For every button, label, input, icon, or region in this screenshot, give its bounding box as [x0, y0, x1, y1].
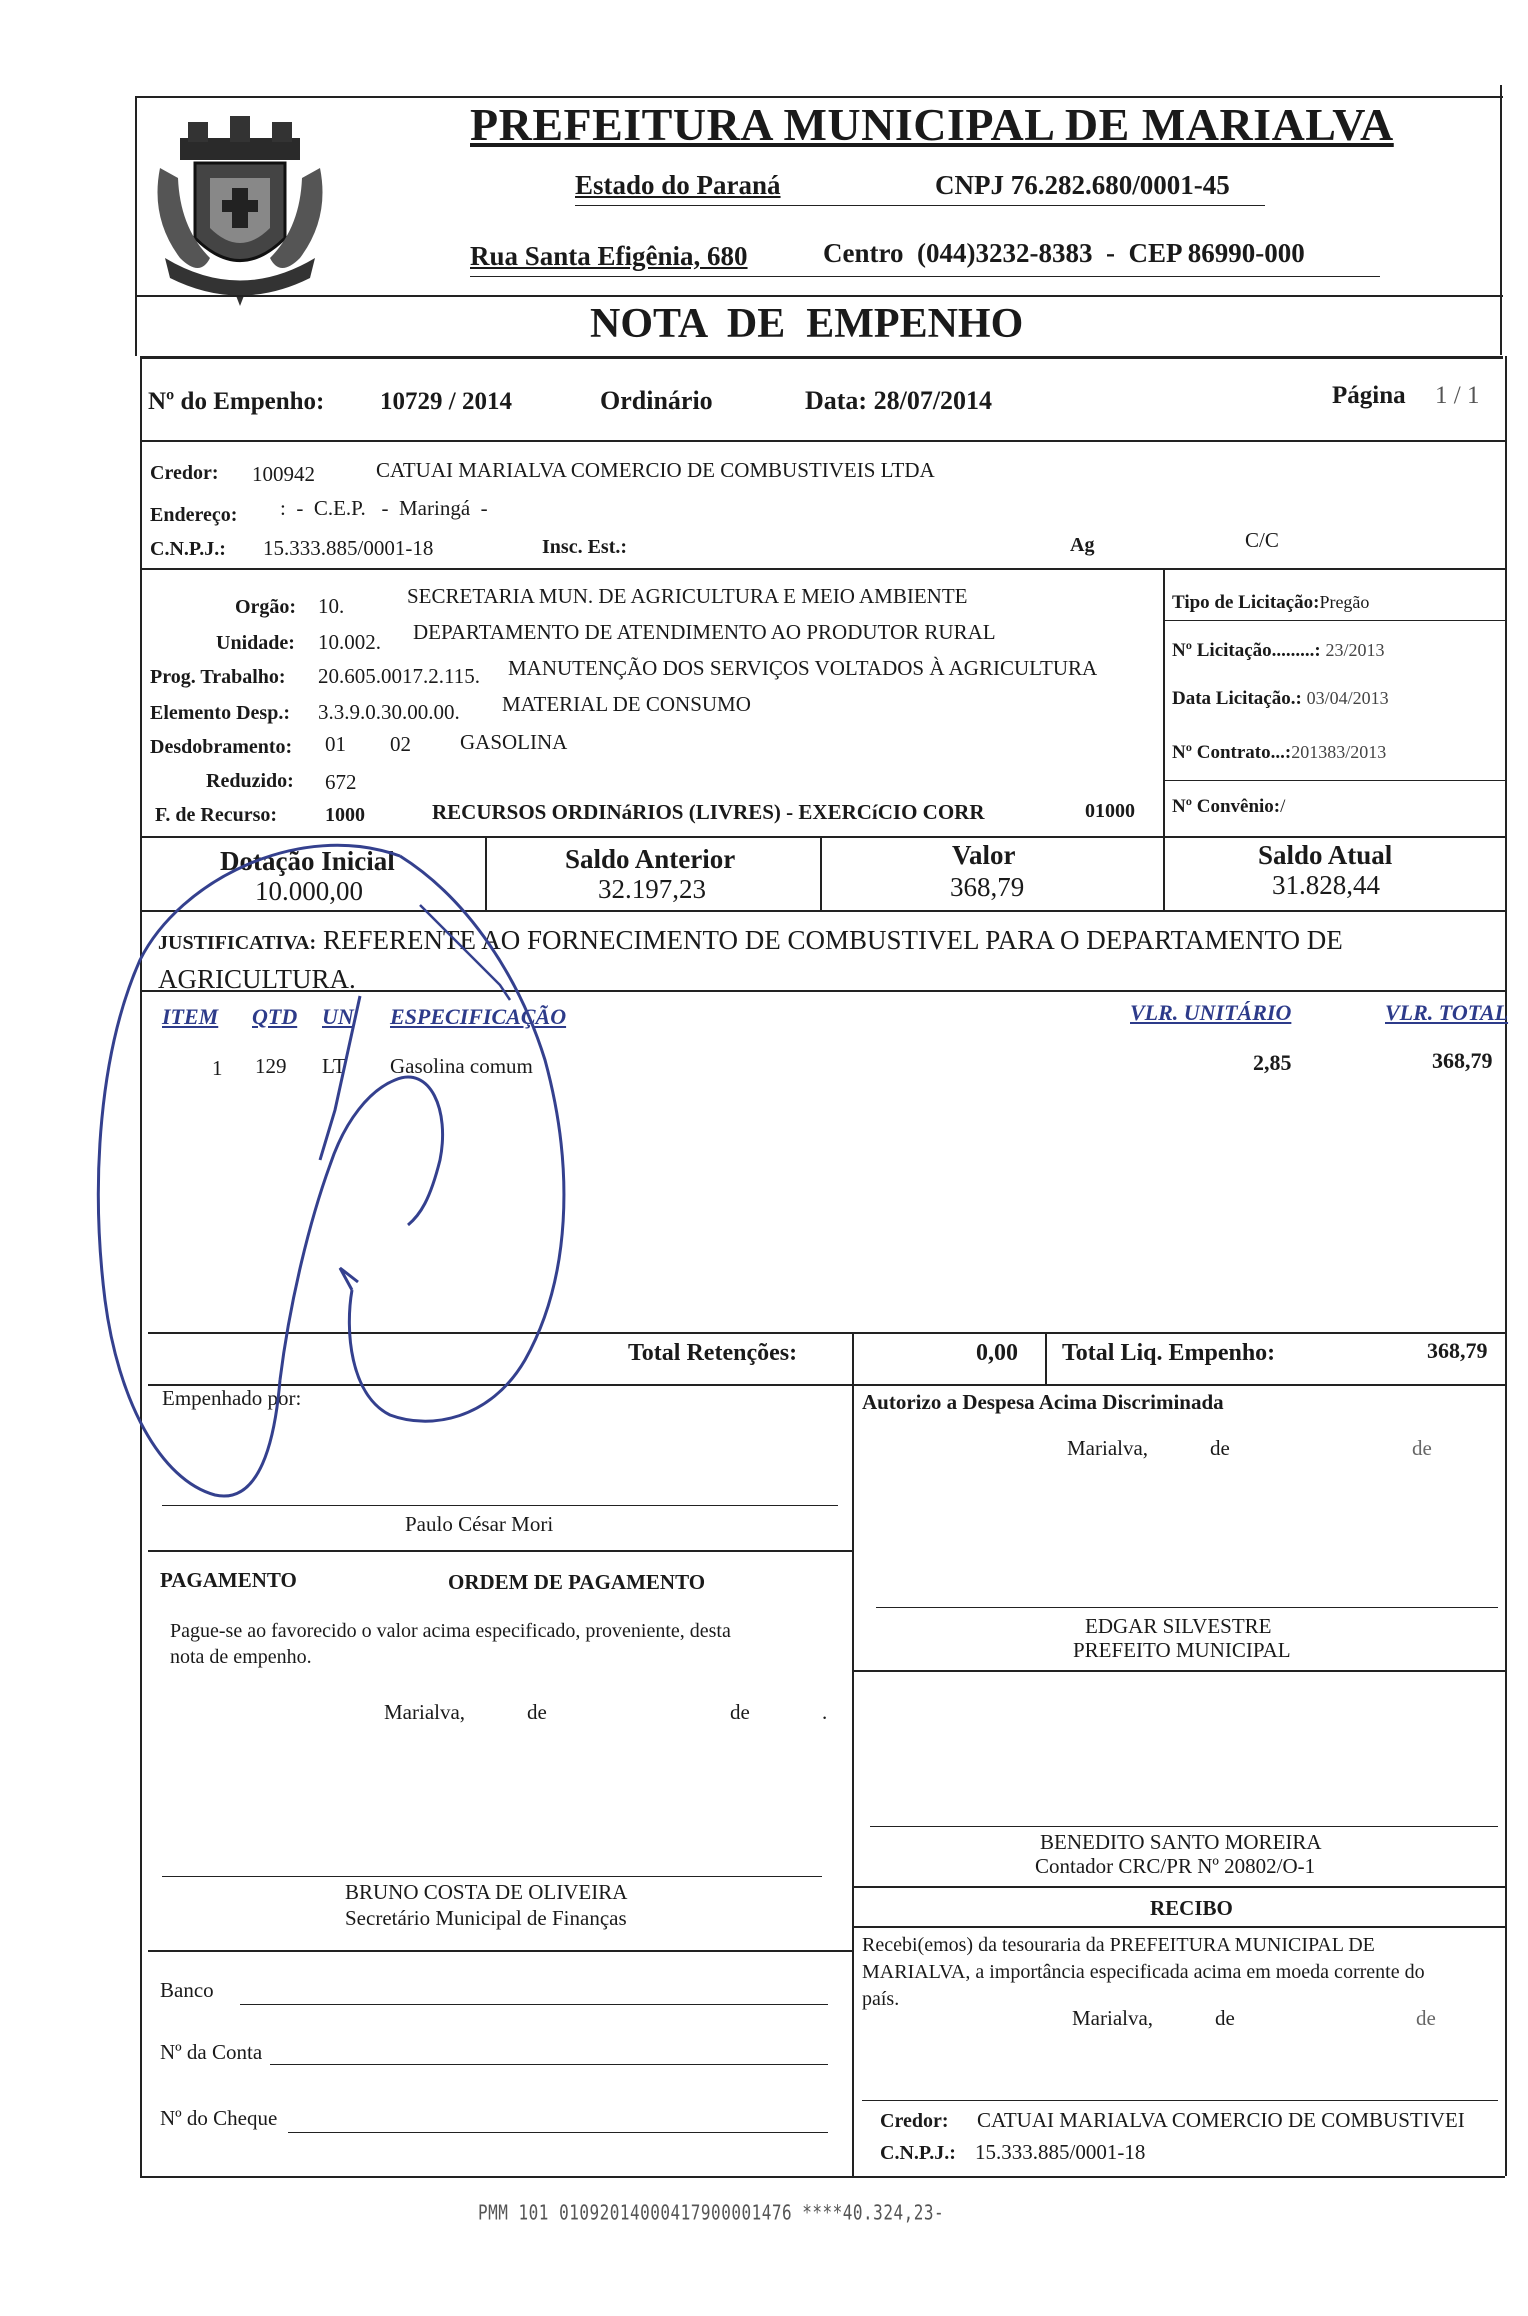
dotacao-value: 10.000,00: [255, 876, 363, 906]
recibo-place: Marialva,: [1072, 2006, 1154, 2030]
recurso-label: F. de Recurso:: [155, 804, 278, 826]
justificativa-label: JUSTIFICATIVA:: [158, 932, 317, 954]
empenho-number: 10729 / 2014: [380, 388, 512, 415]
page-title: PREFEITURA MUNICIPAL DE MARIALVA: [470, 99, 1394, 150]
secretario-name: BRUNO COSTA DE OLIVEIRA: [345, 1880, 628, 1904]
total-liq-value: 368,79: [1427, 1338, 1488, 1363]
cnpj-value: 15.333.885/0001-18: [263, 536, 434, 560]
item-unit-value: 2,85: [1253, 1050, 1292, 1075]
insc-est-label: Insc. Est.:: [542, 536, 628, 558]
item-total-value: 368,79: [1432, 1048, 1493, 1073]
endereco-label: Endereço:: [150, 504, 238, 526]
contact-label: Centro (044)3232-8383 - CEP 86990-000: [823, 238, 1305, 268]
autorizo-place: Marialva,: [1067, 1436, 1149, 1460]
prog-desc: MANUTENÇÃO DOS SERVIÇOS VOLTADOS À AGRICULTURA: [508, 656, 1098, 680]
desdobramento-b: 02: [390, 732, 411, 756]
saldo-atual-label: Saldo Atual: [1258, 840, 1393, 870]
contrato-label: Nº Contrato...:201383/2013: [1172, 742, 1387, 763]
credor-code: 100942: [252, 462, 315, 486]
endereco-value: : - C.E.P. - Maringá -: [280, 496, 488, 520]
tipo-licitacao-value: Pregão: [1319, 592, 1370, 612]
convenio-label: Nº Convênio:/: [1172, 796, 1286, 817]
ordem-pagamento-label: ORDEM DE PAGAMENTO: [448, 1570, 706, 1594]
elemento-desc: MATERIAL DE CONSUMO: [502, 692, 751, 716]
cc-label: C/C: [1245, 528, 1279, 552]
justificativa-text1: REFERENTE AO FORNECIMENTO DE COMBUSTIVEL PARA O DEPARTAMENTO DE: [322, 925, 1343, 955]
data-licitacao-value: 03/04/2013: [1306, 688, 1389, 708]
secretario-role: Secretário Municipal de Finanças: [345, 1906, 627, 1930]
desdobramento-a: 01: [325, 732, 346, 756]
convenio-value: /: [1280, 796, 1286, 817]
valor-value: 368,79: [950, 872, 1025, 902]
item-espec: Gasolina comum: [390, 1054, 533, 1078]
state-label: Estado do Paraná: [575, 170, 781, 200]
recibo-credor-label: Credor:: [880, 2110, 949, 2132]
empenhado-name: Paulo César Mori: [405, 1512, 554, 1536]
coat-of-arms-icon: [140, 108, 340, 308]
recibo-cnpj-label: C.N.P.J.:: [880, 2142, 956, 2164]
page-label: Página: [1332, 382, 1406, 409]
empenho-date: Data: 28/07/2014: [805, 386, 993, 415]
credor-label: Credor:: [150, 462, 219, 484]
retencoes-value: 0,00: [976, 1340, 1018, 1366]
recurso-code: 01000: [1085, 800, 1135, 822]
autorizo-de1: de: [1210, 1436, 1230, 1460]
cheque-label: Nº do Cheque: [160, 2106, 278, 2130]
retencoes-label: Total Retenções:: [628, 1340, 798, 1366]
col-qtd: QTD: [252, 1004, 298, 1029]
banco-label: Banco: [160, 1978, 214, 2002]
document-title: NOTA DE EMPENHO: [590, 301, 1024, 347]
col-vlr-unitario: VLR. UNITÁRIO: [1130, 1000, 1292, 1025]
total-liq-label: Total Liq. Empenho:: [1062, 1340, 1276, 1366]
prefeito-name: EDGAR SILVESTRE: [1085, 1614, 1272, 1638]
recibo-de2: de: [1416, 2006, 1436, 2030]
col-vlr-total: VLR. TOTAL: [1385, 1000, 1509, 1025]
prog-value: 20.605.0017.2.115.: [318, 664, 480, 688]
recurso-value: 1000: [325, 804, 365, 826]
pagamento-place: Marialva,: [384, 1700, 466, 1724]
item-number: 1: [212, 1056, 223, 1080]
contador-role: Contador CRC/PR Nº 20802/O-1: [1035, 1854, 1316, 1878]
elemento-label: Elemento Desp.:: [150, 702, 290, 724]
prog-label: Prog. Trabalho:: [150, 666, 286, 688]
saldo-atual-value: 31.828,44: [1272, 870, 1380, 900]
justificativa-block: [158, 922, 1343, 997]
cnpj-header: CNPJ 76.282.680/0001-45: [935, 170, 1230, 200]
empenhado-label: Empenhado por:: [162, 1386, 302, 1410]
elemento-value: 3.3.9.0.30.00.00.: [318, 700, 460, 724]
pagamento-dot: .: [822, 1700, 828, 1724]
footer-code: PMM 101 01092014000417900001476 ****40.324,23-: [478, 2200, 945, 2225]
col-especificacao: ESPECIFICAÇÃO: [390, 1004, 567, 1029]
unidade-label: Unidade:: [216, 632, 295, 654]
reduzido-value: 672: [325, 770, 357, 794]
desdobramento-desc: GASOLINA: [460, 730, 568, 754]
cnpj-label: C.N.P.J.:: [150, 538, 226, 560]
recibo-credor-value: CATUAI MARIALVA COMERCIO DE COMBUSTIVEI: [977, 2108, 1465, 2132]
saldo-anterior-value: 32.197,23: [598, 874, 706, 904]
col-un: UN: [322, 1004, 354, 1029]
num-licitacao-label: Nº Licitação.........: 23/2013: [1172, 640, 1385, 661]
pagamento-de2: de: [730, 1700, 750, 1724]
item-qtd: 129: [255, 1054, 287, 1078]
contador-name: BENEDITO SANTO MOREIRA: [1040, 1830, 1322, 1854]
autorizo-de2: de: [1412, 1436, 1432, 1460]
orgao-value: 10.: [318, 594, 345, 618]
recibo-label: RECIBO: [1150, 1896, 1233, 1920]
reduzido-label: Reduzido:: [206, 770, 294, 792]
recurso-desc: RECURSOS ORDINáRIOS (LIVRES) - EXERCíCIO CORR: [432, 800, 985, 824]
credor-name: CATUAI MARIALVA COMERCIO DE COMBUSTIVEIS LTDA: [376, 458, 935, 482]
num-licitacao-value: 23/2013: [1325, 640, 1385, 660]
autorizo-label: Autorizo a Despesa Acima Discriminada: [862, 1390, 1224, 1414]
prefeito-role: PREFEITO MUNICIPAL: [1073, 1638, 1291, 1662]
recibo-de1: de: [1215, 2006, 1235, 2030]
data-licitacao-label: Data Licitação.: 03/04/2013: [1172, 688, 1389, 709]
empenho-number-label: Nº do Empenho:: [148, 388, 325, 415]
recibo-cnpj-value: 15.333.885/0001-18: [975, 2140, 1146, 2164]
orgao-label: Orgão:: [235, 596, 297, 618]
conta-label: Nº da Conta: [160, 2040, 263, 2064]
saldo-anterior-label: Saldo Anterior: [565, 844, 736, 874]
item-un: LT: [322, 1054, 346, 1078]
justificativa-text2: AGRICULTURA.: [158, 964, 356, 994]
pagamento-text: Pague-se ao favorecido o valor acima especificado, proveniente, desta nota de empenho.: [170, 1620, 731, 1668]
page-number: 1 / 1: [1435, 382, 1480, 409]
desdobramento-label: Desdobramento:: [150, 736, 293, 758]
recibo-text: Recebi(emos) da tesouraria da PREFEITURA MUNICIPAL DE MARIALVA, a importância especificada acima em moeda corrente do país.: [862, 1934, 1425, 2010]
dotacao-label: Dotação Inicial: [220, 846, 395, 876]
contrato-value: 201383/2013: [1291, 742, 1387, 762]
valor-label: Valor: [952, 840, 1016, 870]
orgao-desc: SECRETARIA MUN. DE AGRICULTURA E MEIO AMBIENTE: [407, 584, 968, 608]
ag-label: Ag: [1070, 534, 1095, 556]
unidade-value: 10.002.: [318, 630, 381, 654]
tipo-licitacao-label: Tipo de Licitação:Pregão: [1172, 592, 1370, 613]
pagamento-de1: de: [527, 1700, 547, 1724]
unidade-desc: DEPARTAMENTO DE ATENDIMENTO AO PRODUTOR RURAL: [413, 620, 996, 644]
empenho-type: Ordinário: [600, 386, 713, 415]
address-label: Rua Santa Efigênia, 680: [470, 241, 748, 271]
col-item: ITEM: [162, 1004, 219, 1029]
pagamento-label: PAGAMENTO: [160, 1568, 297, 1592]
